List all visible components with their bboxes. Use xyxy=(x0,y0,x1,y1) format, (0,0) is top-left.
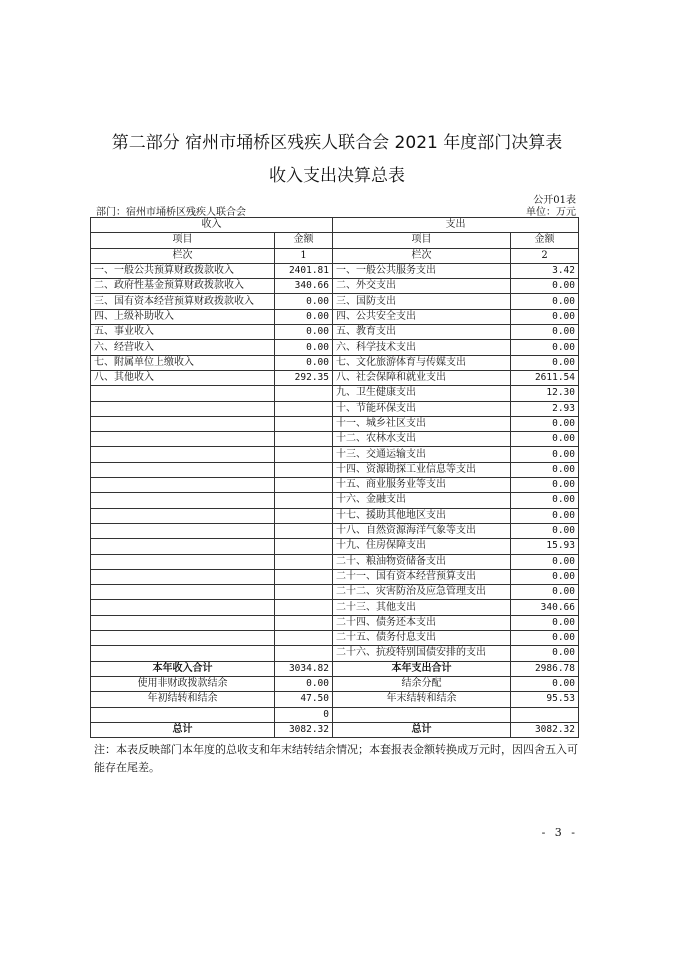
expense-item: 十六、金融支出 xyxy=(333,493,511,508)
income-amount: 0.00 xyxy=(275,294,333,309)
summary-expense-item xyxy=(333,707,511,722)
income-item xyxy=(91,646,275,661)
income-amount: 340.66 xyxy=(275,279,333,294)
expense-item: 七、文化旅游体育与传媒支出 xyxy=(333,355,511,370)
income-section-header: 收入 xyxy=(91,218,333,233)
table-row xyxy=(91,325,579,340)
header-row-columns xyxy=(91,233,579,248)
summary-expense-item: 总计 xyxy=(333,722,511,737)
income-item xyxy=(91,600,275,615)
expense-amount: 0.00 xyxy=(511,309,579,324)
expense-item: 二、外交支出 xyxy=(333,279,511,294)
expense-item: 十八、自然资源海洋气象等支出 xyxy=(333,523,511,538)
income-item xyxy=(91,585,275,600)
expense-amount: 0.00 xyxy=(511,493,579,508)
income-amount xyxy=(275,447,333,462)
income-amount xyxy=(275,462,333,477)
table-row xyxy=(91,294,579,309)
expense-section-header: 支出 xyxy=(333,218,579,233)
department-label: 部门：宿州市埇桥区残疾人联合会 xyxy=(96,207,246,218)
expense-amount: 0.00 xyxy=(511,462,579,477)
table-row xyxy=(91,279,579,294)
income-amount xyxy=(275,386,333,401)
table-row xyxy=(91,600,579,615)
income-item xyxy=(91,508,275,523)
expense-amount: 0.00 xyxy=(511,447,579,462)
summary-income-amount: 3082.32 xyxy=(275,722,333,737)
table-row xyxy=(91,508,579,523)
income-item xyxy=(91,416,275,431)
income-item: 三、国有资本经营预算财政拨款收入 xyxy=(91,294,275,309)
income-amount xyxy=(275,585,333,600)
expense-amount: 15.93 xyxy=(511,539,579,554)
page-number: - 3 - xyxy=(541,826,578,839)
expense-amount: 0.00 xyxy=(511,631,579,646)
income-amount xyxy=(275,523,333,538)
income-item xyxy=(91,539,275,554)
expense-amount: 0.00 xyxy=(511,432,579,447)
expense-amount: 0.00 xyxy=(511,523,579,538)
header-row-column-numbers xyxy=(91,248,579,263)
expense-item: 二十二、灾害防治及应急管理支出 xyxy=(333,585,511,600)
expense-col-label: 栏次 xyxy=(333,248,511,263)
table-row xyxy=(91,554,579,569)
income-item: 六、经营收入 xyxy=(91,340,275,355)
income-amount xyxy=(275,416,333,431)
income-item xyxy=(91,462,275,477)
expense-amount: 0.00 xyxy=(511,478,579,493)
summary-row xyxy=(91,722,579,737)
expense-amount: 0.00 xyxy=(511,355,579,370)
income-amount: 292.35 xyxy=(275,370,333,385)
income-item xyxy=(91,554,275,569)
income-amount xyxy=(275,432,333,447)
income-amount xyxy=(275,569,333,584)
table-row xyxy=(91,416,579,431)
income-amount xyxy=(275,615,333,630)
table-row xyxy=(91,401,579,416)
table-row xyxy=(91,309,579,324)
table-row xyxy=(91,340,579,355)
expense-item: 二十五、债务付息支出 xyxy=(333,631,511,646)
income-amount xyxy=(275,631,333,646)
summary-income-amount: 3034.82 xyxy=(275,661,333,676)
income-amount: 2401.81 xyxy=(275,263,333,278)
expense-amount: 0.00 xyxy=(511,585,579,600)
table-row xyxy=(91,355,579,370)
unit-label: 单位：万元 xyxy=(526,207,576,218)
income-amount xyxy=(275,539,333,554)
income-item xyxy=(91,386,275,401)
income-expense-table xyxy=(90,217,579,738)
income-amount-header: 金额 xyxy=(275,233,333,248)
table-row xyxy=(91,569,579,584)
expense-item: 三、国防支出 xyxy=(333,294,511,309)
document-title: 第二部分 宿州市埇桥区残疾人联合会 2021 年度部门决算表 xyxy=(111,133,563,153)
table-note: 注：本表反映部门本年度的总收支和年末结转结余情况；本套报表金额转换成万元时，因四舍五入可能存在尾差。 xyxy=(94,743,578,774)
income-item xyxy=(91,631,275,646)
summary-income-amount: 47.50 xyxy=(275,692,333,707)
income-amount xyxy=(275,554,333,569)
expense-amount: 2611.54 xyxy=(511,370,579,385)
expense-amount: 0.00 xyxy=(511,646,579,661)
expense-amount: 0.00 xyxy=(511,416,579,431)
expense-amount: 340.66 xyxy=(511,600,579,615)
income-amount xyxy=(275,401,333,416)
summary-income-item: 年初结转和结余 xyxy=(91,692,275,707)
summary-row xyxy=(91,692,579,707)
summary-expense-amount: 95.53 xyxy=(511,692,579,707)
table-row xyxy=(91,631,579,646)
expense-amount: 0.00 xyxy=(511,554,579,569)
table-row xyxy=(91,523,579,538)
expense-item: 九、卫生健康支出 xyxy=(333,386,511,401)
table-row xyxy=(91,432,579,447)
expense-item: 十九、住房保障支出 xyxy=(333,539,511,554)
income-item-header: 项目 xyxy=(91,233,275,248)
income-amount: 0.00 xyxy=(275,340,333,355)
income-amount xyxy=(275,478,333,493)
expense-item: 十七、援助其他地区支出 xyxy=(333,508,511,523)
summary-expense-item: 本年支出合计 xyxy=(333,661,511,676)
summary-expense-item: 年末结转和结余 xyxy=(333,692,511,707)
summary-row xyxy=(91,661,579,676)
income-item: 二、政府性基金预算财政拨款收入 xyxy=(91,279,275,294)
income-item xyxy=(91,447,275,462)
income-item xyxy=(91,523,275,538)
income-amount: 0.00 xyxy=(275,325,333,340)
income-item xyxy=(91,615,275,630)
expense-amount: 12.30 xyxy=(511,386,579,401)
income-amount xyxy=(275,600,333,615)
summary-row xyxy=(91,676,579,691)
expense-amount: 0.00 xyxy=(511,325,579,340)
summary-expense-amount: 3082.32 xyxy=(511,722,579,737)
table-body xyxy=(91,218,579,738)
expense-item: 一、一般公共服务支出 xyxy=(333,263,511,278)
expense-item: 十、节能环保支出 xyxy=(333,401,511,416)
expense-item-header: 项目 xyxy=(333,233,511,248)
expense-amount: 2.93 xyxy=(511,401,579,416)
form-code: 公开01表 xyxy=(533,195,576,206)
expense-amount: 0.00 xyxy=(511,569,579,584)
expense-item: 十四、资源勘探工业信息等支出 xyxy=(333,462,511,477)
expense-item: 六、科学技术支出 xyxy=(333,340,511,355)
table-row xyxy=(91,646,579,661)
table-row xyxy=(91,370,579,385)
table-row xyxy=(91,263,579,278)
summary-income-amount: 0 xyxy=(275,707,333,722)
income-amount xyxy=(275,508,333,523)
income-item: 八、其他收入 xyxy=(91,370,275,385)
income-item xyxy=(91,432,275,447)
table-row xyxy=(91,447,579,462)
income-item: 七、附属单位上缴收入 xyxy=(91,355,275,370)
expense-item: 四、公共安全支出 xyxy=(333,309,511,324)
expense-item: 十二、农林水支出 xyxy=(333,432,511,447)
income-item: 四、上级补助收入 xyxy=(91,309,275,324)
table-row xyxy=(91,493,579,508)
expense-amount: 0.00 xyxy=(511,294,579,309)
table-row xyxy=(91,585,579,600)
summary-expense-amount xyxy=(511,707,579,722)
expense-col-number: 2 xyxy=(511,248,579,263)
expense-amount: 0.00 xyxy=(511,508,579,523)
expense-amount: 3.42 xyxy=(511,263,579,278)
expense-item: 十三、交通运输支出 xyxy=(333,447,511,462)
expense-item: 十一、城乡社区支出 xyxy=(333,416,511,431)
income-item xyxy=(91,493,275,508)
table-row xyxy=(91,539,579,554)
income-amount xyxy=(275,493,333,508)
summary-expense-amount: 0.00 xyxy=(511,676,579,691)
summary-income-item: 本年收入合计 xyxy=(91,661,275,676)
expense-amount: 0.00 xyxy=(511,615,579,630)
expense-amount: 0.00 xyxy=(511,279,579,294)
expense-item: 二十四、债务还本支出 xyxy=(333,615,511,630)
income-amount: 0.00 xyxy=(275,355,333,370)
table-row xyxy=(91,615,579,630)
income-item xyxy=(91,401,275,416)
table-row xyxy=(91,386,579,401)
income-item xyxy=(91,569,275,584)
table-row xyxy=(91,462,579,477)
summary-income-item: 使用非财政拨款结余 xyxy=(91,676,275,691)
expense-item: 二十一、国有资本经营预算支出 xyxy=(333,569,511,584)
header-row-sections xyxy=(91,218,579,233)
expense-item: 八、社会保障和就业支出 xyxy=(333,370,511,385)
table-row xyxy=(91,478,579,493)
summary-income-item: 总计 xyxy=(91,722,275,737)
summary-row xyxy=(91,707,579,722)
expense-item: 十五、商业服务业等支出 xyxy=(333,478,511,493)
expense-item: 二十、粮油物资储备支出 xyxy=(333,554,511,569)
expense-amount: 0.00 xyxy=(511,340,579,355)
income-col-label: 栏次 xyxy=(91,248,275,263)
summary-income-item xyxy=(91,707,275,722)
income-item: 一、一般公共预算财政拨款收入 xyxy=(91,263,275,278)
expense-item: 二十三、其他支出 xyxy=(333,600,511,615)
income-amount: 0.00 xyxy=(275,309,333,324)
income-item: 五、事业收入 xyxy=(91,325,275,340)
income-item xyxy=(91,478,275,493)
expense-item: 五、教育支出 xyxy=(333,325,511,340)
expense-item: 二十六、抗疫特别国债安排的支出 xyxy=(333,646,511,661)
summary-income-amount: 0.00 xyxy=(275,676,333,691)
summary-expense-amount: 2986.78 xyxy=(511,661,579,676)
income-amount xyxy=(275,646,333,661)
table-title: 收入支出决算总表 xyxy=(269,166,405,186)
expense-amount-header: 金额 xyxy=(511,233,579,248)
income-col-number: 1 xyxy=(275,248,333,263)
summary-expense-item: 结余分配 xyxy=(333,676,511,691)
